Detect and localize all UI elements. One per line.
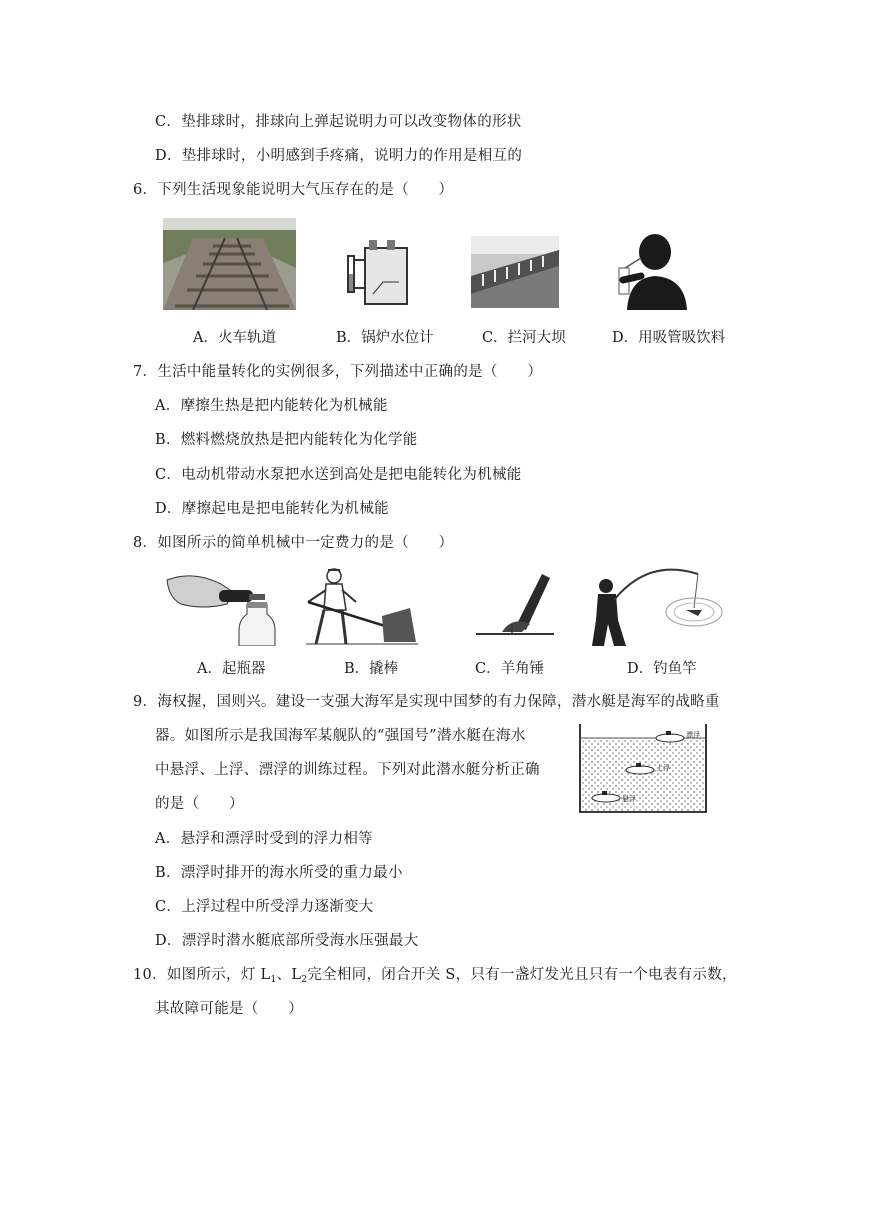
q9-option-b: B．漂浮时排开的海水所受的重力最小 <box>155 865 403 881</box>
q9-stem-line-2: 器。如图所示是我国海军某舰队的“强国号”潜水艇在海水 <box>155 728 526 744</box>
q6-stem: 6．下列生活现象能说明大气压存在的是（ ） <box>133 182 454 198</box>
q8-stem: 8．如图所示的简单机械中一定费力的是（ ） <box>133 535 454 551</box>
claw-hammer-image <box>472 566 558 646</box>
q7-option-c: C．电动机带动水泵把水送到高处是把电能转化为机械能 <box>155 467 522 483</box>
river-dam-image <box>471 236 559 308</box>
q7-stem: 7．生活中能量转化的实例很多，下列描述中正确的是（ ） <box>133 364 543 380</box>
q9-option-a: A．悬浮和漂浮时受到的浮力相等 <box>155 831 373 847</box>
q5-option-c: C．垫排球时，排球向上弹起说明力可以改变物体的形状 <box>155 114 522 130</box>
q9-stem-line-1: 9．海权握，国则兴。建设一支强大海军是实现中国梦的有力保障，潜水艇是海军的战略重 <box>133 694 720 710</box>
q9-option-d: D．漂浮时潜水艇底部所受海水压强最大 <box>155 933 419 949</box>
q9-option-c: C．上浮过程中所受浮力逐渐变大 <box>155 899 374 915</box>
q8-caption-b: B．撬棒 <box>344 661 399 677</box>
q6-caption-d: D．用吸管吸饮料 <box>612 330 726 346</box>
q6-caption-b: B．锅炉水位计 <box>336 330 434 346</box>
label-suspended: 悬浮 <box>622 795 636 803</box>
q7-option-d: D．摩擦起电是把电能转化为机械能 <box>155 501 389 517</box>
q9-stem-line-3: 中悬浮、上浮、漂浮的训练过程。下列对此潜水艇分析正确 <box>155 762 540 778</box>
q6-caption-c: C．拦河大坝 <box>482 330 566 346</box>
child-drinking-straw-image <box>613 232 688 310</box>
boiler-water-gauge-image <box>343 234 415 306</box>
railway-track-image <box>163 218 296 310</box>
label-floating: 漂浮 <box>686 731 700 739</box>
fishing-rod-image <box>588 560 728 648</box>
bottle-opener-image <box>163 570 281 646</box>
label-rising: 上浮 <box>656 764 670 772</box>
q8-caption-d: D．钓鱼竿 <box>627 661 697 677</box>
q8-caption-c: C．羊角锤 <box>475 661 545 677</box>
q10-stem-line-2: 其故障可能是（ ） <box>155 1001 303 1017</box>
q5-option-d: D．垫排球时，小明感到手疼痛，说明力的作用是相互的 <box>155 148 523 164</box>
q6-caption-a: A．火车轨道 <box>193 330 276 346</box>
q9-stem-line-4: 的是（ ） <box>155 796 244 812</box>
crowbar-image <box>306 566 418 646</box>
submarine-tank-figure <box>578 724 708 814</box>
q7-option-a: A．摩擦生热是把内能转化为机械能 <box>155 398 388 414</box>
q7-option-b: B．燃料燃烧放热是把内能转化为化学能 <box>155 432 418 448</box>
q10-stem-line-1: 10．如图所示，灯 $L_1$、$L_2$完全相同，闭合开关 S，只有一盏灯发光且只有一个电表有示数， <box>133 967 737 985</box>
q8-caption-a: A．起瓶器 <box>197 661 266 677</box>
